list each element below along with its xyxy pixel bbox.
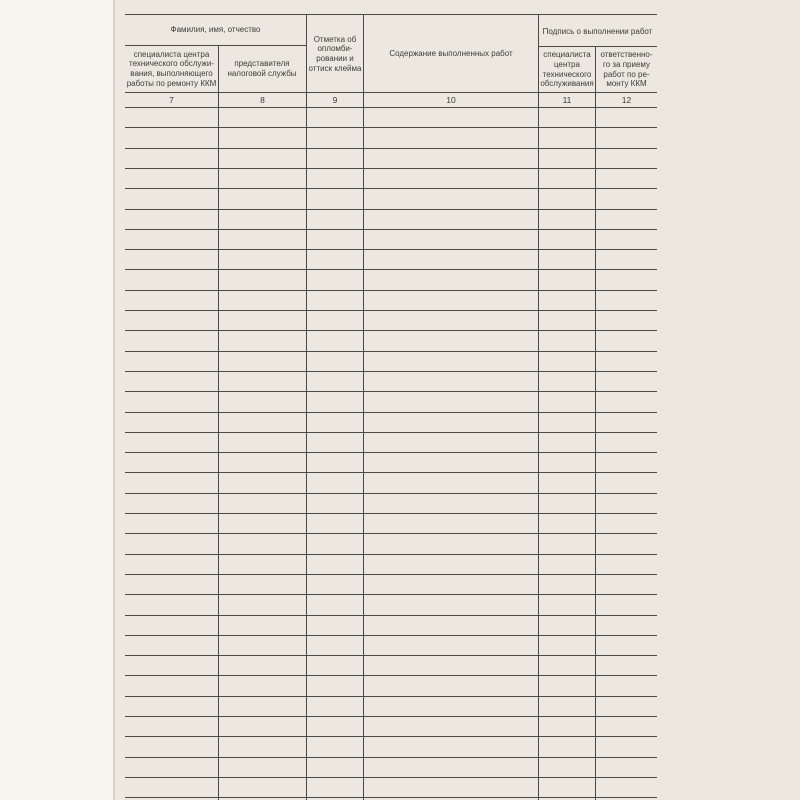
table-row-line — [125, 736, 657, 737]
table-row-line — [125, 351, 657, 352]
table-row-line — [125, 188, 657, 189]
table-row-line — [125, 554, 657, 555]
column-divider-8-9 — [306, 14, 307, 800]
table-row-line — [125, 797, 657, 798]
header-col-9: Отметка об опломби- ровании и оттиск клейма — [308, 34, 362, 73]
number-row-border — [125, 107, 657, 108]
sheet-edge — [113, 0, 115, 800]
table-row-line — [125, 432, 657, 433]
table-row-line — [125, 290, 657, 291]
column-divider-11-12 — [595, 46, 596, 800]
table-row-line — [125, 594, 657, 595]
header-col-12: ответственно- го за приему работ по ре- монту ККМ — [600, 50, 653, 89]
table-row-line — [125, 127, 657, 128]
table-row-line — [125, 269, 657, 270]
table-row-line — [125, 229, 657, 230]
repair-log-table — [125, 14, 657, 800]
table-row-line — [125, 209, 657, 210]
table-row-line — [125, 452, 657, 453]
table-row-line — [125, 696, 657, 697]
column-number-10: 10 — [446, 95, 456, 105]
header-sign-group: Подпись о выполнении работ — [542, 26, 653, 36]
table-row-line — [125, 249, 657, 250]
column-divider-7-8 — [218, 45, 219, 800]
column-number-9: 9 — [332, 95, 338, 105]
table-row-line — [125, 615, 657, 616]
header-fio-group: Фамилия, имя, отчество — [170, 25, 261, 35]
table-row-line — [125, 493, 657, 494]
header-col-8: представителя налоговой службы — [227, 59, 297, 78]
table-row-line — [125, 777, 657, 778]
table-row-line — [125, 574, 657, 575]
header-col-10: Содержание выполненных работ — [389, 49, 513, 59]
table-row-line — [125, 757, 657, 758]
header-col-11: специалиста центра технического обслуживания — [540, 50, 594, 89]
table-top-border — [125, 14, 657, 15]
table-row-line — [125, 472, 657, 473]
column-number-12: 12 — [621, 95, 632, 105]
table-row-line — [125, 655, 657, 656]
column-divider-9-10 — [363, 14, 364, 800]
table-row-line — [125, 391, 657, 392]
table-row-line — [125, 533, 657, 534]
table-row-line — [125, 330, 657, 331]
column-divider-10-11 — [538, 14, 539, 800]
table-row-line — [125, 148, 657, 149]
column-number-7: 7 — [169, 95, 174, 105]
column-number-8: 8 — [260, 95, 265, 105]
table-row-line — [125, 168, 657, 169]
table-row-line — [125, 635, 657, 636]
table-row-line — [125, 716, 657, 717]
header-col-7: специалиста центра технического обслужи- вания, выполняющего работы по ремонту ККМ — [126, 49, 217, 88]
table-row-line — [125, 412, 657, 413]
table-row-line — [125, 675, 657, 676]
table-row-line — [125, 310, 657, 311]
table-row-line — [125, 371, 657, 372]
table-row-line — [125, 513, 657, 514]
column-number-11: 11 — [562, 95, 572, 105]
